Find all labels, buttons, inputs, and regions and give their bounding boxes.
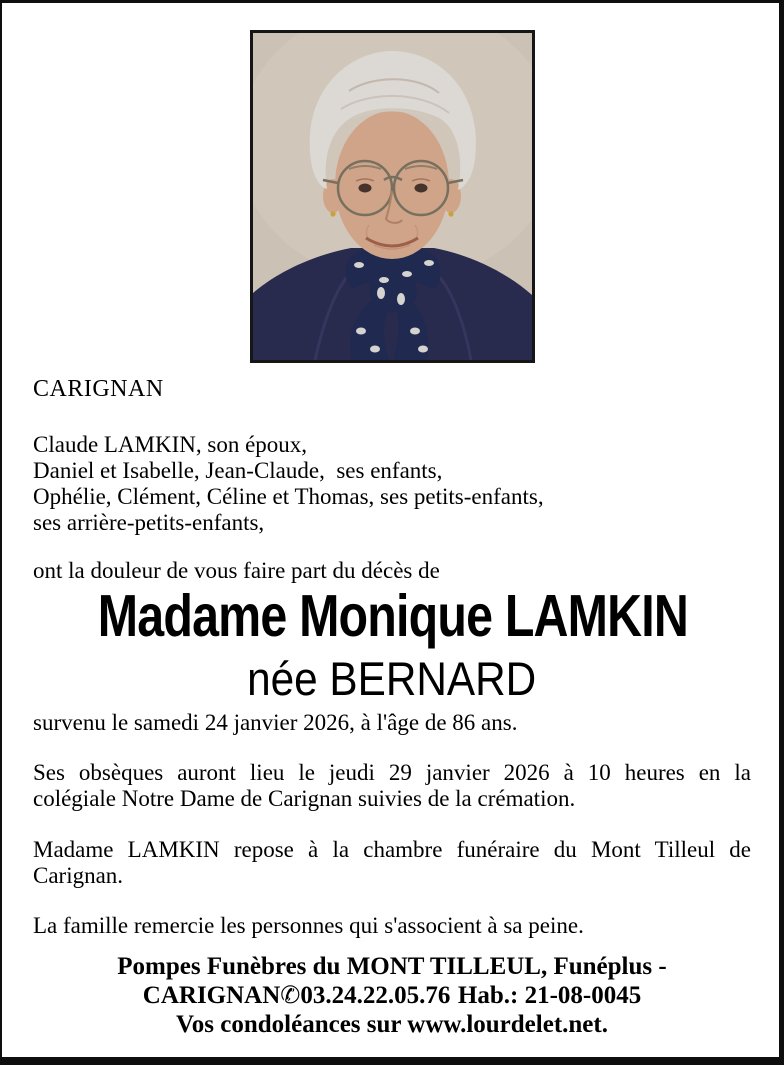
portrait-photo-illustration	[253, 33, 532, 360]
funeral-home-city: CARIGNAN	[142, 982, 281, 1009]
deceased-name	[33, 584, 751, 648]
repose-line-1: Madame LAMKIN repose à la chambre funéraire du Mont Tilleul de	[33, 837, 751, 862]
phone-number: 03.24.22.05.76	[300, 982, 451, 1009]
habilitation-number: Hab.: 21-08-0045	[457, 982, 642, 1009]
funeral-line-2: colégiale Notre Dame de Carignan suivies de la crémation.	[33, 786, 576, 811]
location-heading: CARIGNAN	[33, 376, 164, 402]
scan-edge-bottom	[0, 1057, 784, 1065]
funeral-home-contact	[33, 981, 751, 1010]
family-line-grandchildren: Ophélie, Clément, Céline et Thomas, ses petits-enfants,	[33, 484, 544, 509]
family-line-spouse: Claude LAMKIN, son époux,	[33, 432, 308, 457]
funeral-home-name: Pompes Funèbres du MONT TILLEUL, Funéplus -	[117, 953, 667, 980]
deceased-name-text: Madame Monique LAMKIN	[97, 583, 689, 649]
repose-details	[33, 837, 751, 889]
scan-edge-top	[0, 0, 784, 3]
family-line-great-grandchildren: ses arrière-petits-enfants,	[33, 510, 265, 535]
maiden-name-text: née BERNARD	[247, 652, 537, 705]
phone-icon: ✆	[280, 981, 301, 1009]
condolences-line: Vos condoléances sur www.lourdelet.net.	[176, 1011, 608, 1038]
thanks-line: La famille remercie les personnes qui s'associent à sa peine.	[33, 913, 584, 938]
portrait-photo	[250, 30, 535, 363]
announcement-intro: ont la douleur de vous faire part du décès de	[33, 558, 440, 583]
repose-line-2: Carignan.	[33, 863, 124, 888]
death-info-line: survenu le samedi 24 janvier 2026, à l'âge de 86 ans.	[33, 710, 518, 735]
funeral-details	[33, 760, 751, 812]
family-line-children: Daniel et Isabelle, Jean-Claude, ses enfants,	[33, 458, 443, 483]
scan-edge-right	[779, 0, 784, 1065]
funeral-home-block	[33, 952, 751, 1039]
scan-edge-left	[0, 0, 2, 1065]
maiden-name	[33, 654, 751, 704]
funeral-line-1: Ses obsèques auront lieu le jeudi 29 janvier 2026 à 10 heures en la	[33, 760, 751, 785]
family-list	[33, 432, 751, 536]
